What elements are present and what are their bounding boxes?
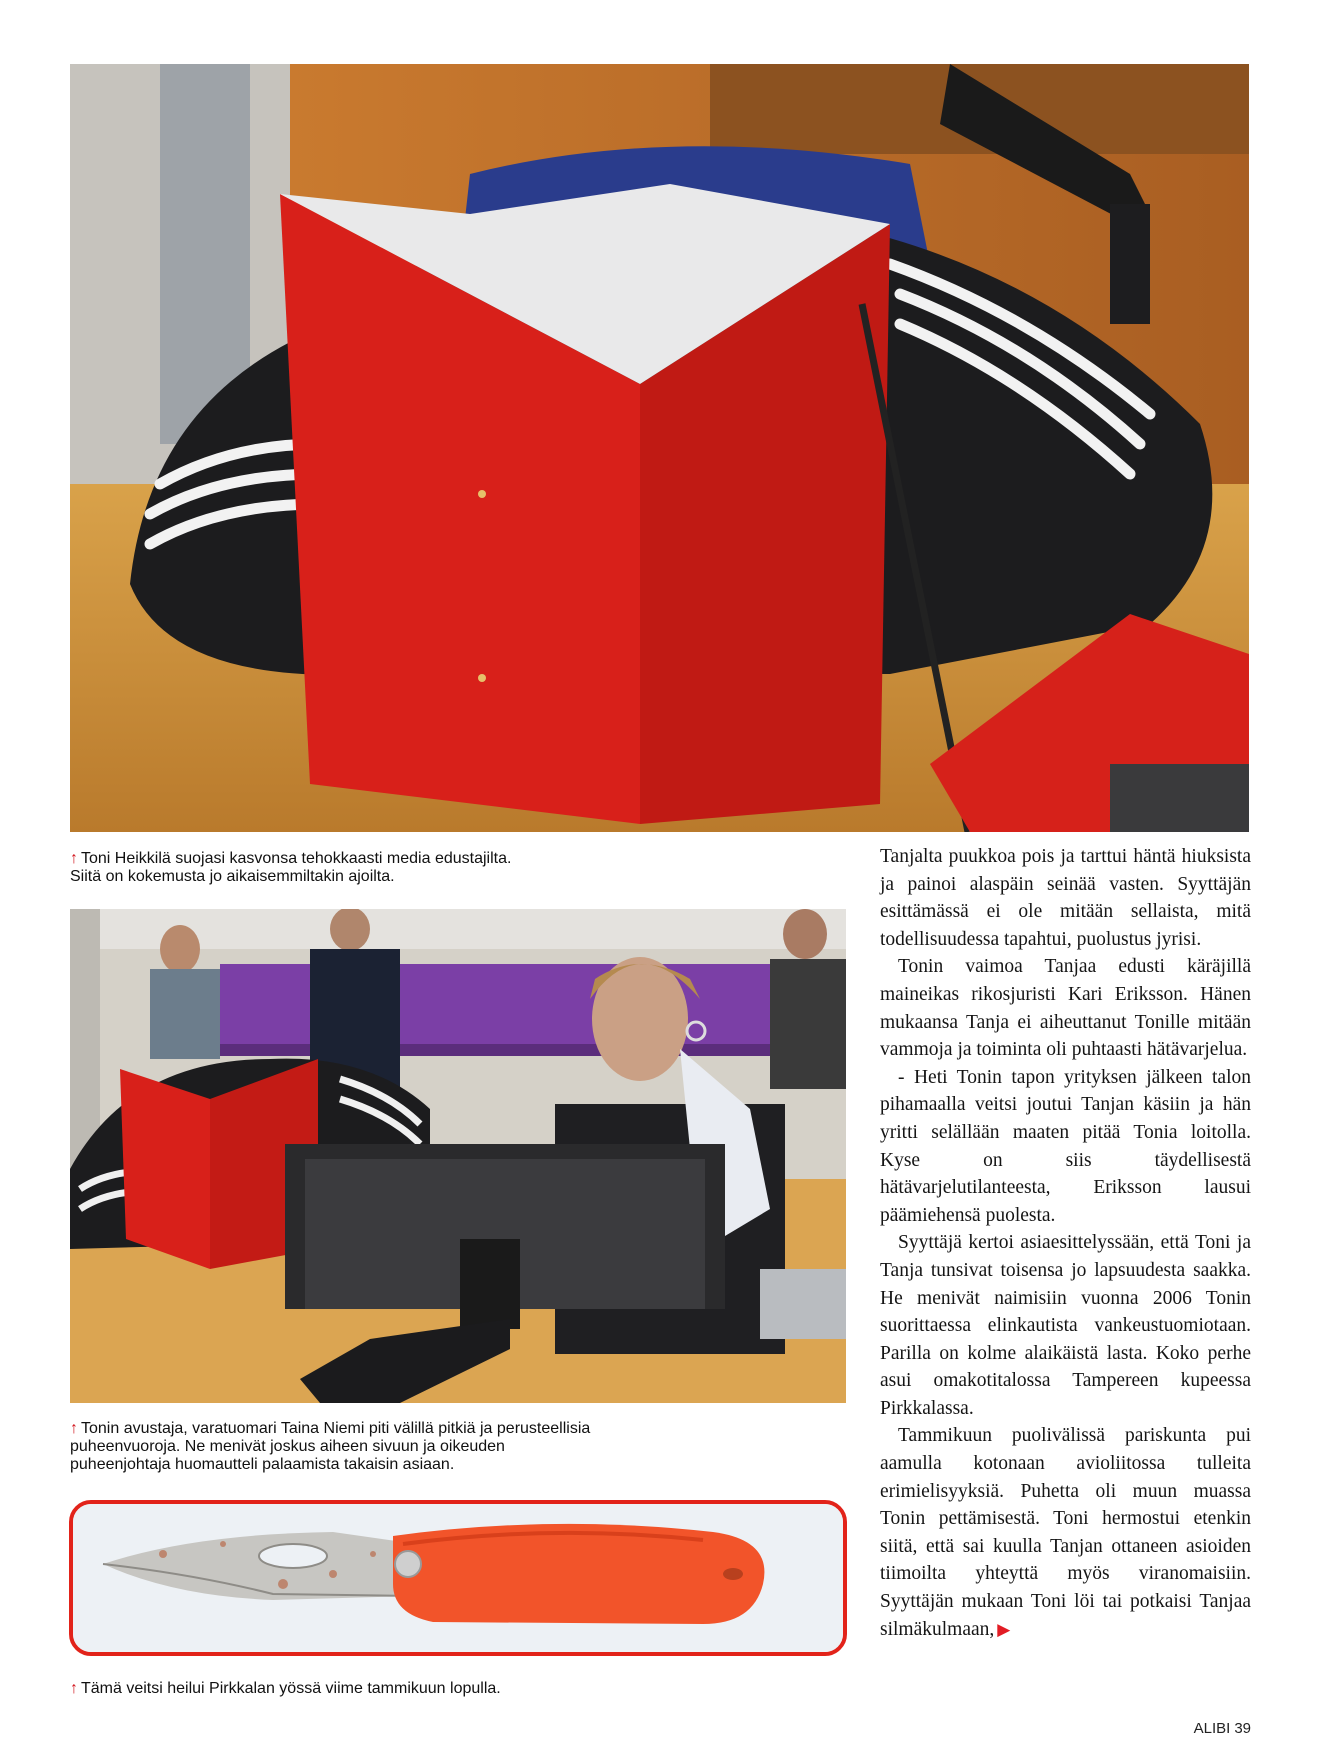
caption-line: puheenjohtaja huomautteli palaamista takaisin asiaan. (70, 1456, 455, 1473)
arrow-up-icon: ↑ (70, 1420, 78, 1437)
article-paragraph: Syyttäjä kertoi asiaesittelyssään, että Toni ja Tanja tunsivat toisensa jo lapsuudesta saakka. He menivät naimisiin vuonna 2006 Tonin suorittaessa elinkautista vankeustuomiotaan. Parilla on kolme alaikäistä lasta. Koko perhe asui omakotitalossa Tampereen kupeessa Pirkkalassa. (880, 1232, 1251, 1419)
courtroom-red-folder-photo (70, 64, 1249, 832)
caption-line: Toni Heikkilä suojasi kasvonsa tehokkaasti media edustajilta. (81, 850, 512, 867)
article-paragraph: - Heti Tonin tapon yrityksen jälkeen talon pihamaalla veitsi joutui Tanjan käsiin ja hän yritti selällään maaten pitää Tonia loitolla. Kyse on siis täydellisestä hätävarjelutilanteesta, Eriksson lausui päämiehensä puolesta. (880, 1066, 1251, 1226)
courtroom-lawyer-photo (70, 909, 846, 1403)
knife-photo-caption (70, 1680, 850, 1698)
orange-knife-photo (73, 1504, 843, 1652)
page-number: 39 (1234, 1720, 1251, 1737)
caption-line: Siitä on kokemusta jo aikaisemmiltakin ajoilta. (70, 868, 395, 885)
arrow-up-icon: ↑ (70, 1680, 78, 1697)
article-paragraph: Tonin vaimoa Tanjaa edusti käräjillä maineikas rikosjuristi Kari Eriksson. Hänen mukaansa Tanja ei aiheuttanut Tonille mitään vammoja ja toiminta oli puhtaasti hätävarjelua. (880, 956, 1251, 1061)
top-photo (70, 64, 1249, 832)
middle-photo-caption (70, 1420, 850, 1474)
knife-photo (69, 1500, 847, 1656)
magazine-name: ALIBI (1193, 1720, 1231, 1737)
arrow-up-icon: ↑ (70, 850, 78, 867)
caption-line: Tämä veitsi heilui Pirkkalan yössä viime tammikuun lopulla. (81, 1680, 501, 1697)
top-photo-caption (70, 850, 850, 886)
article-column (880, 843, 1251, 1643)
continue-arrow-icon: ▶ (997, 1619, 1011, 1639)
caption-line: Tonin avustaja, varatuomari Taina Niemi piti välillä pitkiä ja perusteellisia (81, 1420, 591, 1437)
middle-photo (70, 909, 846, 1403)
article-paragraph-text: Tammikuun puolivälissä pariskunta pui aamulla kotonaan avioliitossa tulleita erimielisyyksiä. Puhetta oli muun muassa Tonin pettämisestä. Toni hermostui etenkin siitä, että sai kuulla Tanjan ottaneen asioiden tiimoilta yhteyttä myös viranomaisiin. Syyttäjän mukaan Toni löi tai potkaisi Tanjaa silmäkulmaan, (880, 1425, 1251, 1640)
page-folio (1194, 1720, 1251, 1737)
article-paragraph (880, 1422, 1251, 1643)
article-paragraph: Tanjalta puukkoa pois ja tarttui häntä hiuksista ja painoi alaspäin seinää vasten. Syyttäjän esittämässä ei ole mitään sellaista, mitä todellisuudessa tapahtui, puolustus jyrisi. (880, 846, 1251, 950)
caption-line: puheenvuoroja. Ne menivät joskus aiheen sivuun ja oikeuden (70, 1438, 505, 1455)
